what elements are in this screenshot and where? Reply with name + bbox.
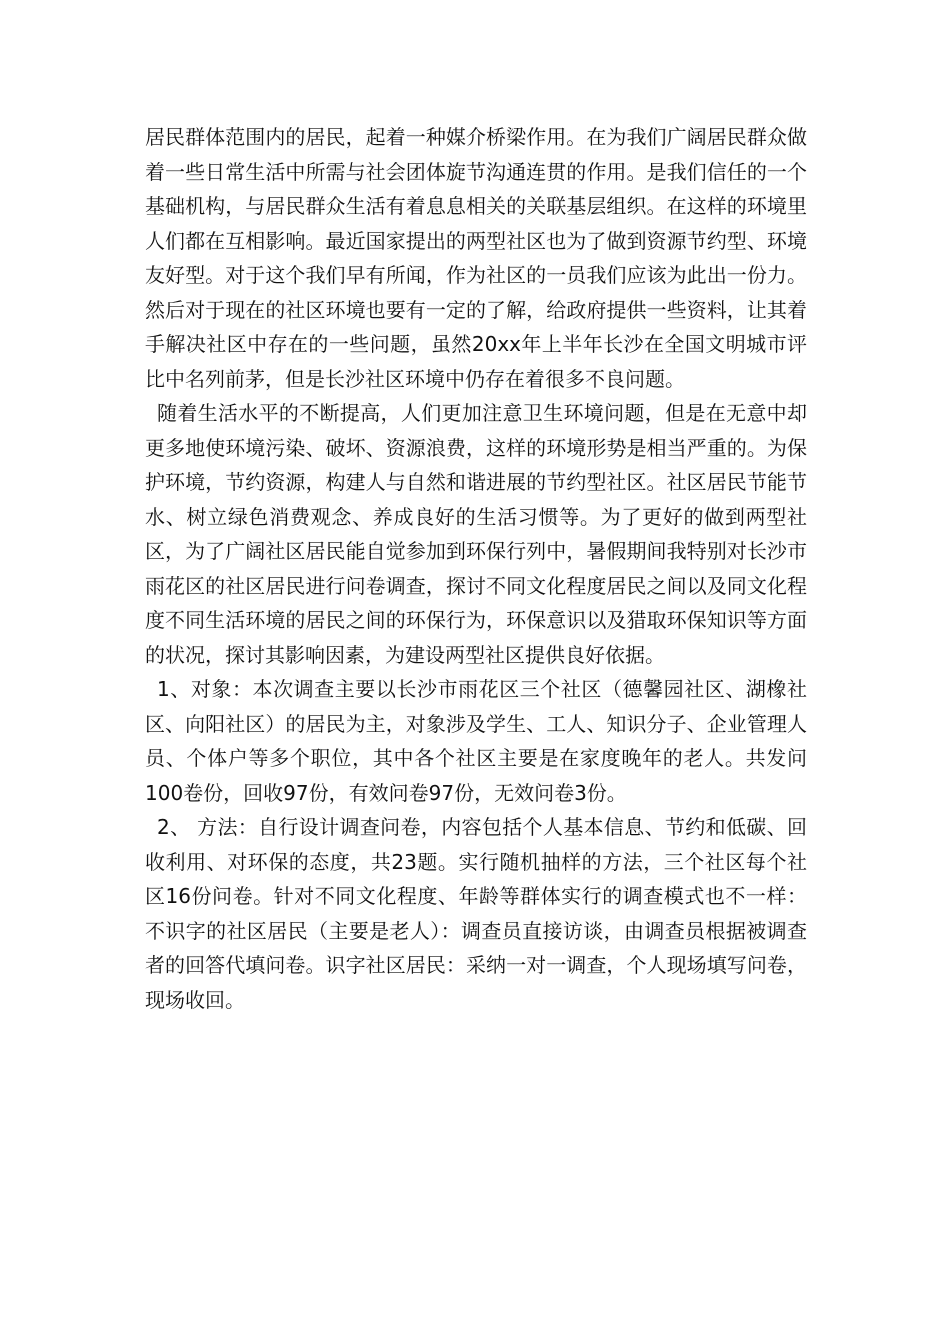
paragraph-intro: 居民群体范围内的居民，起着一种媒介桥梁作用。在为我们广阔居民群众做着一些日常生活中所需与社会团体旋节沟通连贯的作用。是我们信任的一个基础机构，与居民群众生活有着息息相关的关联基层组织。在这样的环境里人们都在互相影响。最近国家提出的两型社区也为了做到资源节约型、环境友好型。对于这个我们早有所闻，作为社区的一员我们应该为此出一份力。然后对于现在的社区环境也要有一定的了解，给政府提供一些资料，让其着手解决社区中存在的一些问题，虽然20xx年上半年长沙在全国文明城市评比中名列前茅，但是长沙社区环境中仍存在着很多不良问题。 [145,125,807,391]
paragraph-background: 随着生活水平的不断提高，人们更加注意卫生环境问题，但是在无意中却更多地使环境污染、破坏、资源浪费，这样的环境形势是相当严重的。为保护环境，节约资源，构建人与自然和谐进展的节约型社区。社区居民节能节水、树立绿色消费观念、养成良好的生活习惯等。为了更好的做到两型社区，为了广阔社区居民能自觉参加到环保行列中，暑假期间我特别对长沙市雨花区的社区居民进行问卷调查，探讨不同文化程度居民之间以及同文化程度不同生活环境的居民之间的环保行为，环保意识以及猎取环保知识等方面的状况，探讨其影响因素，为建设两型社区提供良好依据。 [145,401,807,667]
paragraph-methods: 2、 方法：自行设计调查问卷，内容包括个人基本信息、节约和低碳、回收利用、对环保的态度，共23题。实行随机抽样的方法，三个社区每个社区16份问卷。针对不同文化程度、年龄等群体实行的调查模式也不一样：不识字的社区居民（主要是老人）：调查员直接访谈，由调查员根据被调查者的回答代填问卷。识字社区居民：采纳一对一调查，个人现场填写问卷，现场收回。 [145,815,807,1012]
body-text [145,120,807,1017]
paragraph-subjects: 1、对象：本次调查主要以长沙市雨花区三个社区（德馨园社区、湖橡社区、向阳社区）的居民为主，对象涉及学生、工人、知识分子、企业管理人员、个体户等多个职位，其中各个社区主要是在家度晚年的老人。共发问100卷份，回收97份，有效问卷97份，无效问卷3份。 [145,677,807,805]
